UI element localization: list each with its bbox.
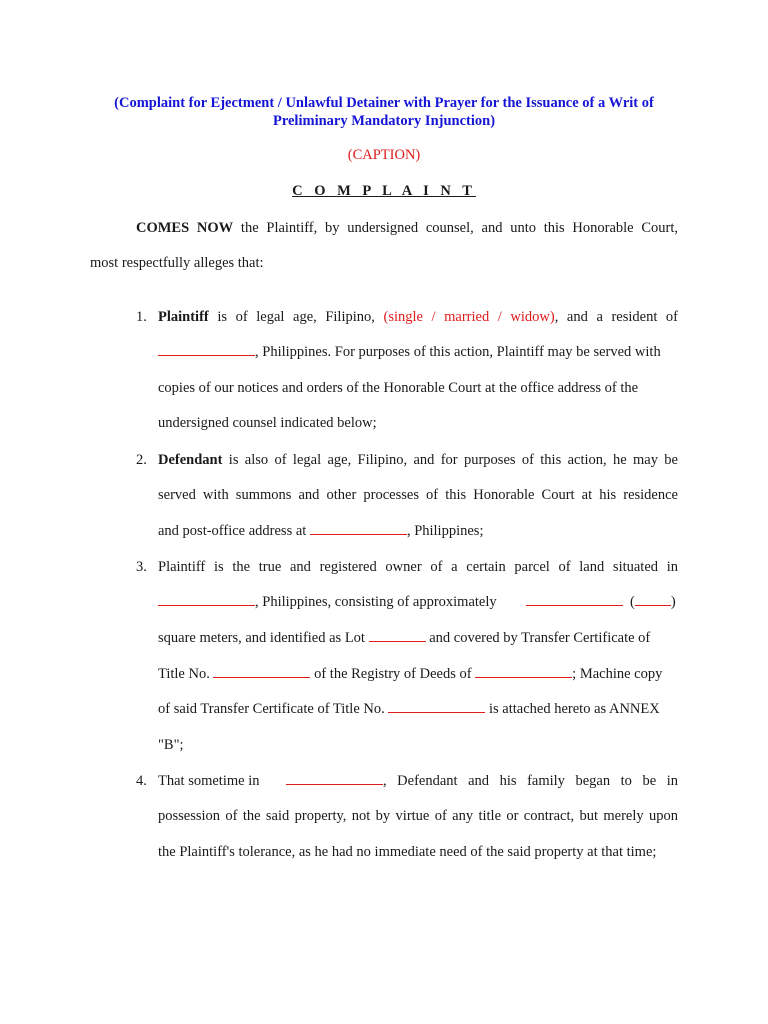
- paragraph-4-line-1a: [158, 772, 259, 790]
- paragraph-2-line-3: [158, 522, 483, 540]
- paragraph-4-line-2: possession of the said property, not by virtue of any title or contract, but merely upon: [158, 808, 678, 824]
- paragraph-1-line-4: undersigned counsel indicated below;: [158, 415, 377, 431]
- paragraph-3-line-5: [158, 700, 660, 718]
- paragraph-1-text-c: , Philippines. For purposes of this action, Plaintiff may be served with: [255, 344, 661, 360]
- registry-blank: [475, 665, 572, 678]
- property-location-blank: [158, 593, 255, 606]
- paragraph-2-line-1: [158, 451, 678, 469]
- paragraph-2-number: 2.: [136, 452, 147, 468]
- paragraph-4-line-1c: , Defendant and his family began to be in: [383, 773, 678, 789]
- civil-status-options: (single / married / widow): [383, 309, 555, 325]
- paragraph-2-text-a: is also of legal age, Filipino, and for purposes of this action, he may be: [228, 452, 678, 468]
- complaint-heading: C O M P L A I N T: [292, 183, 476, 199]
- paragraph-1-line-1: [158, 308, 678, 326]
- paragraph-1-line-2: [158, 343, 661, 361]
- paragraph-3-line-3: [158, 629, 650, 647]
- tct-copy-blank: [388, 700, 485, 713]
- title-line-2: Preliminary Mandatory Injunction): [272, 113, 496, 129]
- paragraph-2-text-b: and post-office address at: [158, 523, 307, 539]
- area-words-blank: [526, 593, 623, 606]
- paragraph-1-text-a: is of legal age, Filipino,: [217, 309, 375, 325]
- lot-number-blank: [369, 629, 426, 642]
- area-figures-blank: [635, 593, 671, 606]
- paragraph-3-line-1: Plaintiff is the true and registered owner of a certain parcel of land situated in: [158, 559, 678, 575]
- paragraph-1-line-3: copies of our notices and orders of the Honorable Court at the office address of the: [158, 380, 639, 396]
- intro-line-2: most respectfully alleges that:: [90, 255, 264, 271]
- paragraph-3-text-h: is attached hereto as ANNEX: [489, 701, 660, 717]
- defendant-label: Defendant: [158, 452, 223, 468]
- paragraph-3-text-d: Title No.: [158, 666, 210, 682]
- paragraph-3-text-g: of said Transfer Certificate of Title No.: [158, 701, 385, 717]
- tct-number-blank: [213, 665, 310, 678]
- paragraph-4-line-3: the Plaintiff's tolerance, as he had no immediate need of the said property at that time;: [158, 844, 657, 860]
- possession-date-blank: [286, 772, 383, 785]
- paragraph-4-line-1b: [286, 772, 383, 790]
- paragraph-4-number: 4.: [136, 773, 147, 789]
- paragraph-1-number: 1.: [136, 309, 147, 325]
- intro-line-1-text: the Plaintiff, by undersigned counsel, and unto this Honorable Court,: [240, 220, 679, 236]
- paren-close: ): [670, 594, 676, 610]
- document-title: [90, 94, 678, 130]
- paragraph-3-text-c: and covered by Transfer Certificate of: [429, 630, 651, 646]
- paragraph-3-text-b: square meters, and identified as Lot: [158, 630, 365, 646]
- defendant-address-blank: [310, 522, 407, 535]
- paragraph-2-line-2: served with summons and other processes of this Honorable Court at his residence: [158, 487, 678, 503]
- paragraph-3-line-2: [158, 593, 497, 611]
- paren-open: (: [630, 594, 635, 610]
- title-line-1: (Complaint for Ejectment / Unlawful Detainer with Prayer for the Issuance of a Writ of: [114, 95, 654, 111]
- residence-blank: [158, 343, 255, 356]
- caption-placeholder: (CAPTION): [347, 147, 421, 163]
- paragraph-3-line-6: "B";: [158, 737, 184, 753]
- intro-line-1: [136, 219, 678, 237]
- intro-lead: COMES NOW: [136, 220, 234, 236]
- paragraph-1-text-b: , and a resident of: [554, 309, 679, 325]
- paragraph-3-line-4: [158, 665, 662, 683]
- paragraph-2-text-c: , Philippines;: [406, 523, 484, 539]
- paragraph-3-text-a: , Philippines, consisting of approximately: [255, 594, 497, 610]
- paragraph-3-number: 3.: [136, 559, 147, 575]
- paragraph-4-text-a: That sometime in: [158, 773, 260, 789]
- paragraph-3-line-2b: [526, 593, 623, 611]
- paragraph-3-text-f: ; Machine copy: [572, 666, 663, 682]
- plaintiff-label: Plaintiff: [158, 309, 209, 325]
- paragraph-3-line-2c: [630, 593, 676, 611]
- paragraph-3-text-e: of the Registry of Deeds of: [314, 666, 472, 682]
